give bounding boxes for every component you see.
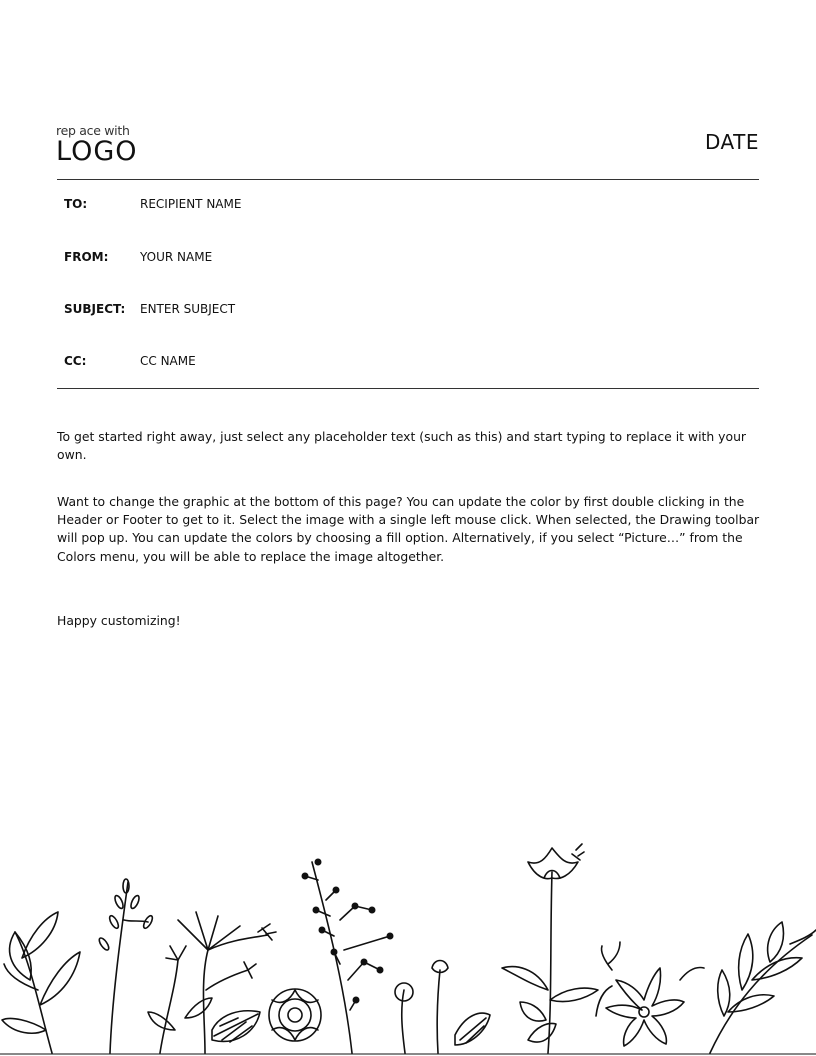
fields-divider bbox=[57, 388, 759, 389]
cc-label: CC: bbox=[64, 354, 87, 368]
star-flower-icon bbox=[596, 942, 704, 1046]
to-label: TO: bbox=[64, 197, 88, 211]
logo-text: LOGO bbox=[56, 136, 138, 167]
header-divider bbox=[57, 179, 759, 180]
leaf-fan-icon bbox=[455, 1013, 490, 1045]
bud-flower-icon bbox=[395, 961, 448, 1054]
recipient-name-field[interactable]: RECIPIENT NAME bbox=[140, 197, 242, 211]
logo-placeholder[interactable] bbox=[56, 124, 138, 166]
striped-leaf-icon bbox=[212, 1011, 260, 1042]
fern-icon bbox=[710, 922, 816, 1053]
instructions-paragraph[interactable]: Want to change the graphic at the bottom of this page? You can update the color by first double clicking in the Header or Footer to get to it. Select the image with a single left mouse click. When selected, the Drawing toolbar will pop up. You can update the colors by choosing a fill option. Alternatively, if you select “Picture…” from the Colors menu, you will be able to replace the image altogether. bbox=[57, 494, 760, 564]
berry-stem-icon bbox=[302, 859, 394, 1054]
floral-line-art-border[interactable] bbox=[0, 840, 816, 1056]
subject-label: SUBJECT: bbox=[64, 302, 126, 316]
leaf-branch-icon bbox=[2, 912, 80, 1053]
tulip-icon bbox=[502, 844, 598, 1053]
rose-icon bbox=[269, 989, 321, 1041]
logo-caption: rep ace with bbox=[56, 123, 130, 138]
from-label: FROM: bbox=[64, 250, 109, 264]
intro-paragraph[interactable]: To get started right away, just select any placeholder text (such as this) and start typing to replace it with your own. bbox=[57, 429, 747, 463]
closing-line[interactable]: Happy customizing! bbox=[57, 613, 181, 628]
subject-field[interactable]: ENTER SUBJECT bbox=[140, 302, 236, 316]
date-field[interactable]: DATE bbox=[704, 130, 759, 154]
sprig-icon bbox=[98, 879, 155, 1053]
your-name-field[interactable]: YOUR NAME bbox=[140, 250, 213, 264]
cc-name-field[interactable]: CC NAME bbox=[140, 354, 196, 368]
